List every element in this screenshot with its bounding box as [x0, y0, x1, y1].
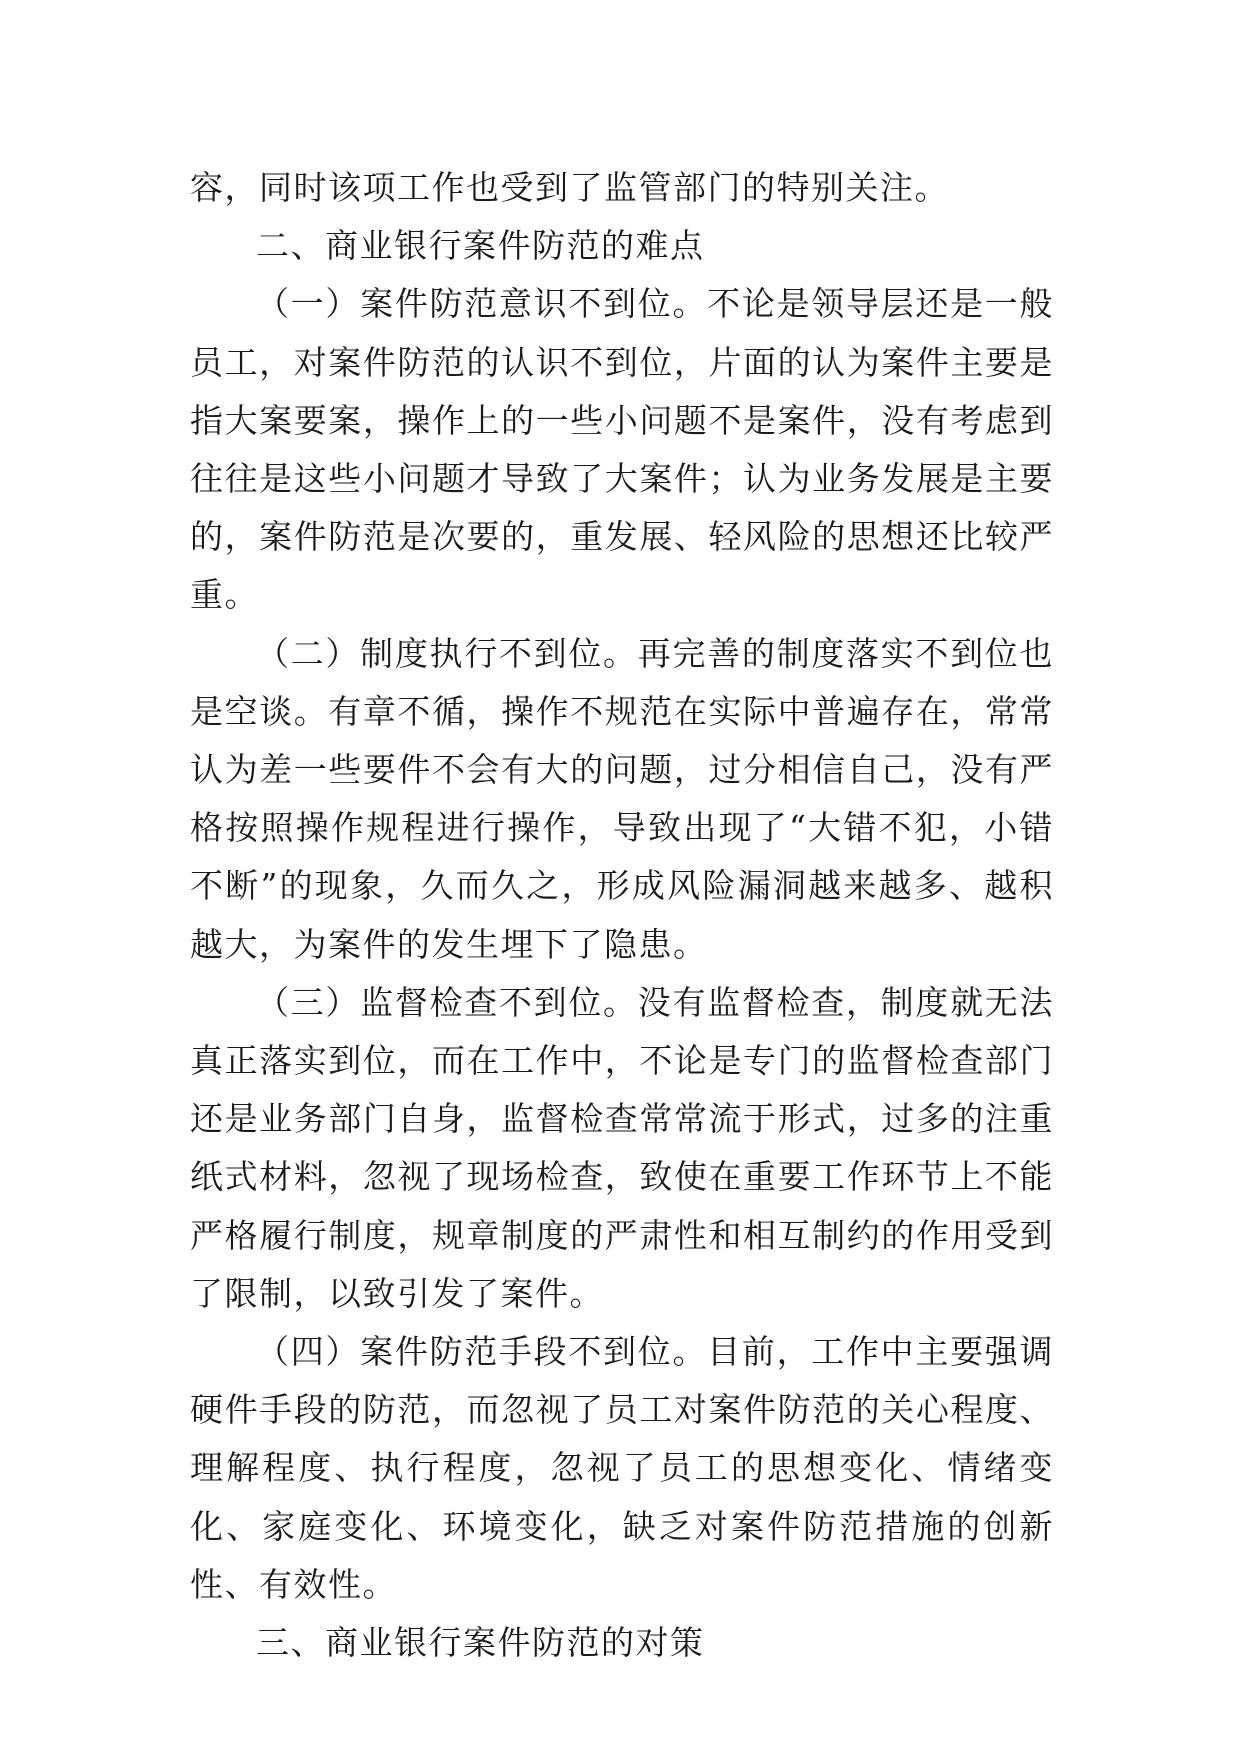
paragraph-item-3: （三）监督检查不到位。没有监督检查，制度就无法真正落实到位，而在工作中，不论是专门的监督检查部门还是业务部门自身，监督检查常常流于形式，过多的注重纸式材料，忽视了现场检查，致使在重要工作环节上不能严格履行制度，规章制度的严肃性和相互制约的作用受到了限制，以致引发了案件。	[190, 982, 1054, 1313]
paragraph-item-2: （二）制度执行不到位。再完善的制度落实不到位也是空谈。有章不循，操作不规范在实际中普遍存在，常常认为差一些要件不会有大的问题，过分相信自己，没有严格按照操作规程进行操作，导致出现了“大错不犯，小错不断”的现象，久而久之，形成风险漏洞越来越多、越积越大，为案件的发生埋下了隐患。	[190, 633, 1054, 964]
section-heading-difficulties: 二、商业银行案件防范的难点	[256, 226, 705, 266]
paragraph-item-4: （四）案件防范手段不到位。目前，工作中主要强调硬件手段的防范，而忽视了员工对案件防范的关心程度、理解程度、执行程度，忽视了员工的思想变化、情绪变化、家庭变化、环境变化，缺乏对案件防范措施的创新性、有效性。	[190, 1332, 1054, 1604]
paragraph-item-1: （一）案件防范意识不到位。不论是领导层还是一般员工，对案件防范的认识不到位，片面的认为案件主要是指大案要案，操作上的一些小问题不是案件，没有考虑到往往是这些小问题才导致了大案件；认为业务发展是主要的，案件防范是次要的，重发展、轻风险的思想还比较严重。	[190, 284, 1054, 615]
paragraph-continuation: 容，同时该项工作也受到了监管部门的特别关注。	[190, 168, 949, 207]
body-text	[190, 159, 1054, 1672]
section-heading-countermeasures: 三、商业银行案件防范的对策	[256, 1623, 705, 1663]
